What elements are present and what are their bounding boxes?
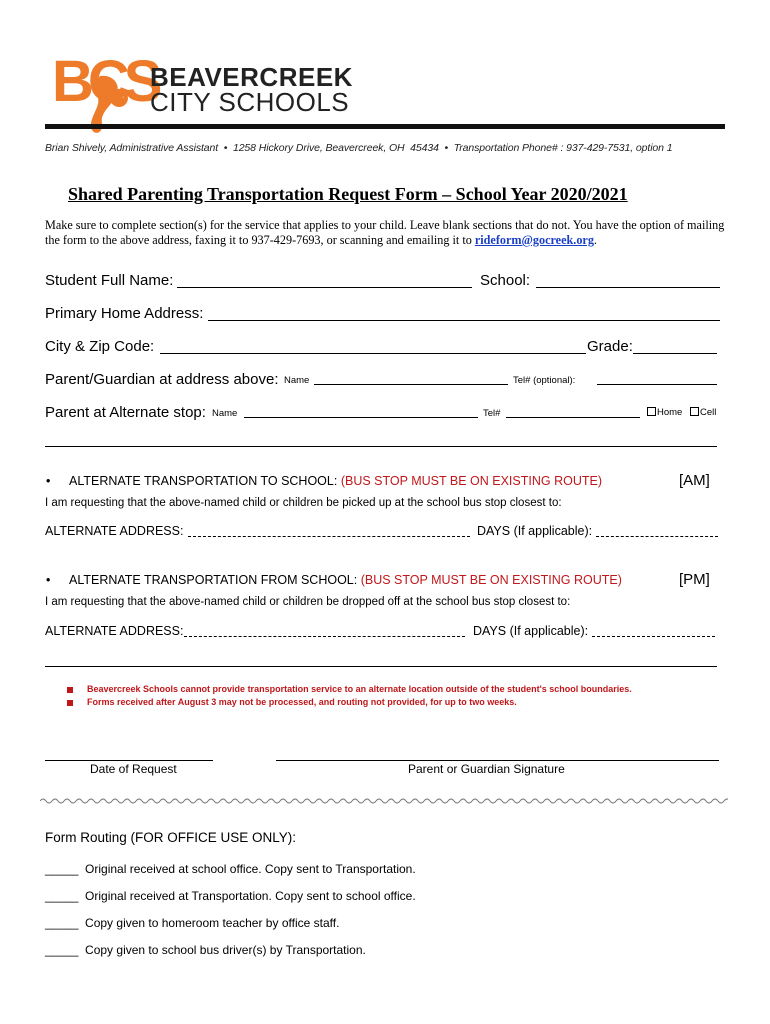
- routing-blank[interactable]: _____: [45, 889, 79, 903]
- cell-label: Cell: [700, 407, 717, 418]
- to-school-request: I am requesting that the above-named child or children be picked up at the school bus stop closest to:: [45, 497, 562, 509]
- date-of-request-label: Date of Request: [90, 762, 177, 776]
- parent-name-field[interactable]: [314, 384, 508, 385]
- intro-text: Make sure to complete section(s) for the service that applies to your child. Leave blank sections that do not. You have the option of mailing the form to the above address, faxing it to 937-429-7693, or scanning and emailing it to: [45, 218, 725, 247]
- routing-item-text: Original received at Transportation. Copy sent to school office.: [85, 889, 416, 903]
- alt-tel-field[interactable]: [506, 417, 640, 418]
- parent-name-label: Name: [284, 375, 310, 386]
- routing-item: [45, 889, 416, 903]
- alt-tel-label: Tel#: [483, 408, 501, 419]
- intro-paragraph: [45, 218, 725, 248]
- alt-name-field[interactable]: [244, 417, 478, 418]
- from-school-request: I am requesting that the above-named child or children be dropped off at the school bus stop closest to:: [45, 596, 571, 608]
- to-alt-address-field[interactable]: [188, 536, 470, 537]
- school-field[interactable]: [536, 287, 720, 288]
- logo-letters: BCS: [52, 49, 157, 114]
- routing-item: [45, 943, 366, 957]
- from-days-label: DAYS (If applicable):: [473, 624, 589, 638]
- city-zip-label: City & Zip Code:: [45, 338, 155, 355]
- bullet-square-icon: [67, 687, 73, 693]
- warning-2: [67, 697, 517, 707]
- from-school-heading-text: ALTERNATE TRANSPORTATION FROM SCHOOL:: [69, 573, 358, 587]
- routing-item-text: Copy given to school bus driver(s) by Transportation.: [85, 943, 366, 957]
- from-alt-address-label: ALTERNATE ADDRESS:: [45, 624, 184, 638]
- section-divider-1: [45, 446, 717, 447]
- home-checkbox-box[interactable]: [647, 407, 656, 416]
- to-school-note: (BUS STOP MUST BE ON EXISTING ROUTE): [340, 474, 602, 488]
- routing-blank[interactable]: _____: [45, 916, 79, 930]
- home-label: Home: [657, 407, 683, 418]
- logo-line1: BEAVERCREEK: [150, 62, 353, 92]
- school-label: School:: [480, 272, 531, 289]
- routing-item-text: Original received at school office. Copy sent to Transportation.: [85, 862, 416, 876]
- signature-label: Parent or Guardian Signature: [408, 762, 565, 776]
- to-days-field[interactable]: [596, 536, 718, 537]
- date-of-request-field[interactable]: [45, 760, 213, 761]
- cell-checkbox[interactable]: [690, 407, 716, 418]
- grade-label: Grade:: [587, 338, 633, 355]
- to-school-heading-text: ALTERNATE TRANSPORTATION TO SCHOOL:: [69, 474, 338, 488]
- home-address-label: Primary Home Address:: [45, 305, 204, 322]
- student-name-field[interactable]: [177, 287, 472, 288]
- to-school-heading: [69, 474, 602, 488]
- parent-tel-label: Tel# (optional):: [513, 375, 576, 386]
- student-name-label: Student Full Name:: [45, 272, 174, 289]
- page-title: Shared Parenting Transportation Request Form – School Year 2020/2021: [68, 184, 628, 204]
- alt-parent-label: Parent at Alternate stop:: [45, 404, 206, 421]
- warning-2-text: Forms received after August 3 may not be processed, and routing not provided, for up to two weeks.: [87, 697, 517, 707]
- cell-checkbox-box[interactable]: [690, 407, 699, 416]
- alt-name-label: Name: [212, 408, 238, 419]
- routing-heading: Form Routing (FOR OFFICE USE ONLY):: [45, 830, 297, 845]
- routing-blank[interactable]: _____: [45, 862, 79, 876]
- to-school-bullet: •: [46, 474, 51, 488]
- intro-end: .: [593, 233, 597, 247]
- grade-field[interactable]: [633, 353, 717, 354]
- from-school-heading: [69, 573, 622, 587]
- email-link[interactable]: rideform@gocreek.org: [474, 233, 594, 247]
- cut-line: [40, 796, 728, 806]
- routing-item: [45, 862, 416, 876]
- section-divider-2: [45, 666, 717, 667]
- city-zip-field[interactable]: [160, 353, 586, 354]
- pm-tag: [PM]: [679, 571, 710, 588]
- warning-1: [67, 684, 632, 694]
- routing-item-text: Copy given to homeroom teacher by office staff.: [85, 916, 340, 930]
- parent-tel-field[interactable]: [597, 384, 717, 385]
- bullet-square-icon: [67, 700, 73, 706]
- header-rule: [45, 124, 725, 129]
- routing-item: [45, 916, 339, 930]
- from-days-field[interactable]: [592, 636, 715, 637]
- from-alt-address-field[interactable]: [184, 636, 465, 637]
- to-days-label: DAYS (If applicable):: [477, 524, 593, 538]
- am-tag: [AM]: [679, 472, 710, 489]
- header-info: Brian Shively, Administrative Assistant • 1258 Hickory Drive, Beavercreek, OH 45434 • Transportation Phone# : 937-429-7531, option 1: [45, 142, 673, 154]
- from-school-bullet: •: [46, 573, 51, 587]
- home-checkbox[interactable]: [647, 407, 682, 418]
- routing-blank[interactable]: _____: [45, 943, 79, 957]
- logo-line2: CITY SCHOOLS: [150, 87, 350, 117]
- parent-address-label: Parent/Guardian at address above:: [45, 371, 279, 388]
- home-address-field[interactable]: [208, 320, 720, 321]
- from-school-note: (BUS STOP MUST BE ON EXISTING ROUTE): [360, 573, 622, 587]
- signature-field[interactable]: [276, 760, 719, 761]
- to-alt-address-label: ALTERNATE ADDRESS:: [45, 524, 184, 538]
- warning-1-text: Beavercreek Schools cannot provide transportation service to an alternate location outside of the student's school boundaries.: [87, 684, 632, 694]
